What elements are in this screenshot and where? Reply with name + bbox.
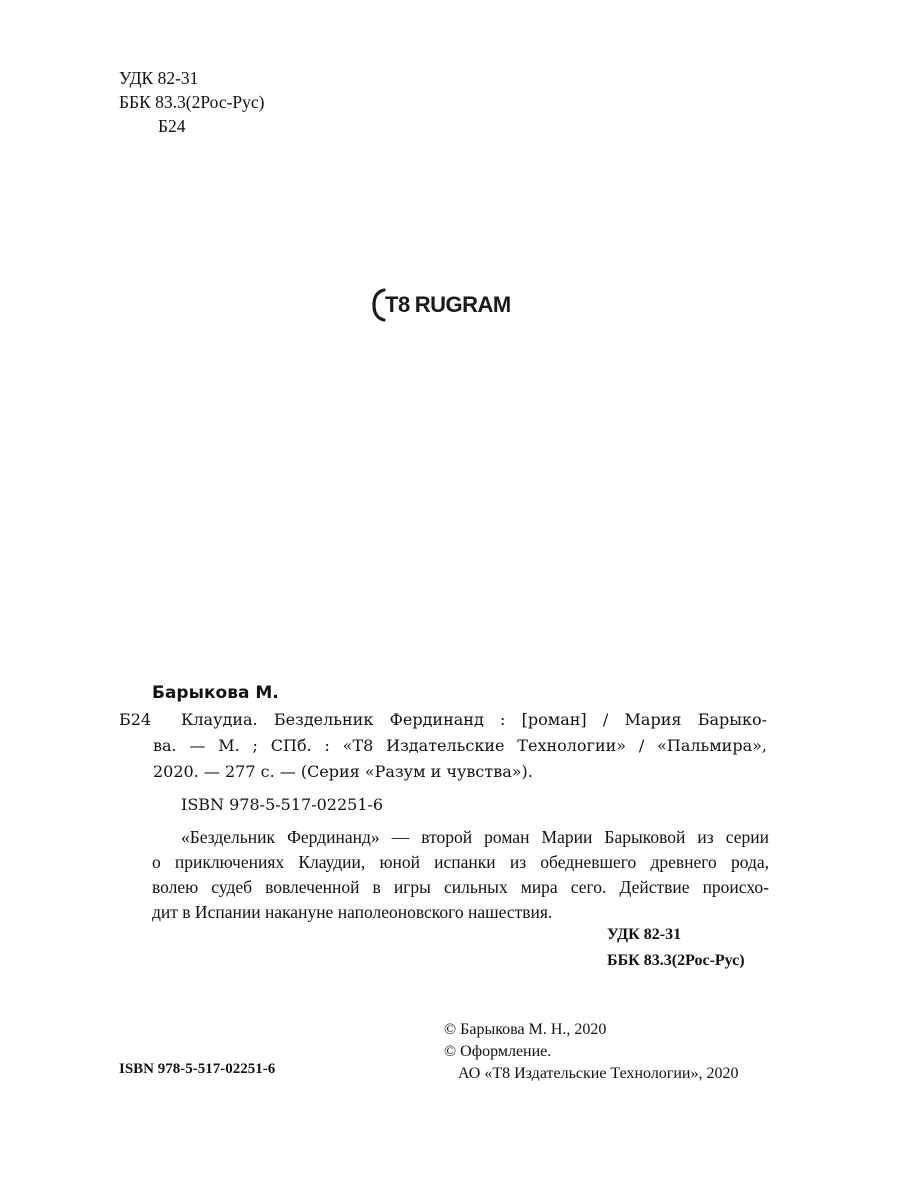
annotation-line: о приключениях Клаудии, юной испанки из обедневшего древнего рода, [152,852,769,872]
entry-line: Клаудиа. Бездельник Фердинанд : [роман] / Мария Барыко- [181,710,767,729]
bbk-code-right: ББК 83.3(2Рос-Рус) [607,952,745,969]
top-classification [119,66,265,138]
entry-line: 2020. — 277 с. — (Серия «Разум и чувства»). [153,762,533,781]
author-mark-code: Б24 [158,116,186,136]
copyright-design: © Оформление. [444,1043,552,1060]
classification-right [607,922,745,974]
annotation-line: «Бездельник Фердинанд» — второй роман Марии Барыковой из серии [181,827,769,847]
annotation-line: дит в Испании накануне наполеоновского нашествия. [152,902,553,922]
entry-line: ва. — М. ; СПб. : «Т8 Издательские Технологии» / «Пальмира», [153,736,767,755]
copyright-block [444,1019,739,1085]
bbk-code: ББК 83.3(2Рос-Рус) [119,92,265,112]
logo-bracket-icon [372,288,386,322]
bibliographic-description [153,707,767,785]
annotation-line: волею судеб вовлеченной в игры сильных мира сего. Действие происхо- [152,877,769,897]
logo-mark: T8 [385,292,410,317]
copyright-author: © Барыкова М. Н., 2020 [444,1021,607,1038]
logo-text: RUGRAM [414,292,511,317]
isbn-bottom: ISBN 978-5-517-02251-6 [119,1061,276,1077]
entry-isbn: ISBN 978-5-517-02251-6 [181,795,384,814]
copyright-publisher: АО «Т8 Издательские Технологии», 2020 [458,1065,739,1082]
udk-code: УДК 82-31 [119,68,199,88]
publisher-logo [372,288,511,322]
udk-code-right: УДК 82-31 [607,926,682,943]
annotation [152,825,769,925]
entry-author: Барыкова М. [152,683,279,703]
entry-code: Б24 [119,710,152,729]
